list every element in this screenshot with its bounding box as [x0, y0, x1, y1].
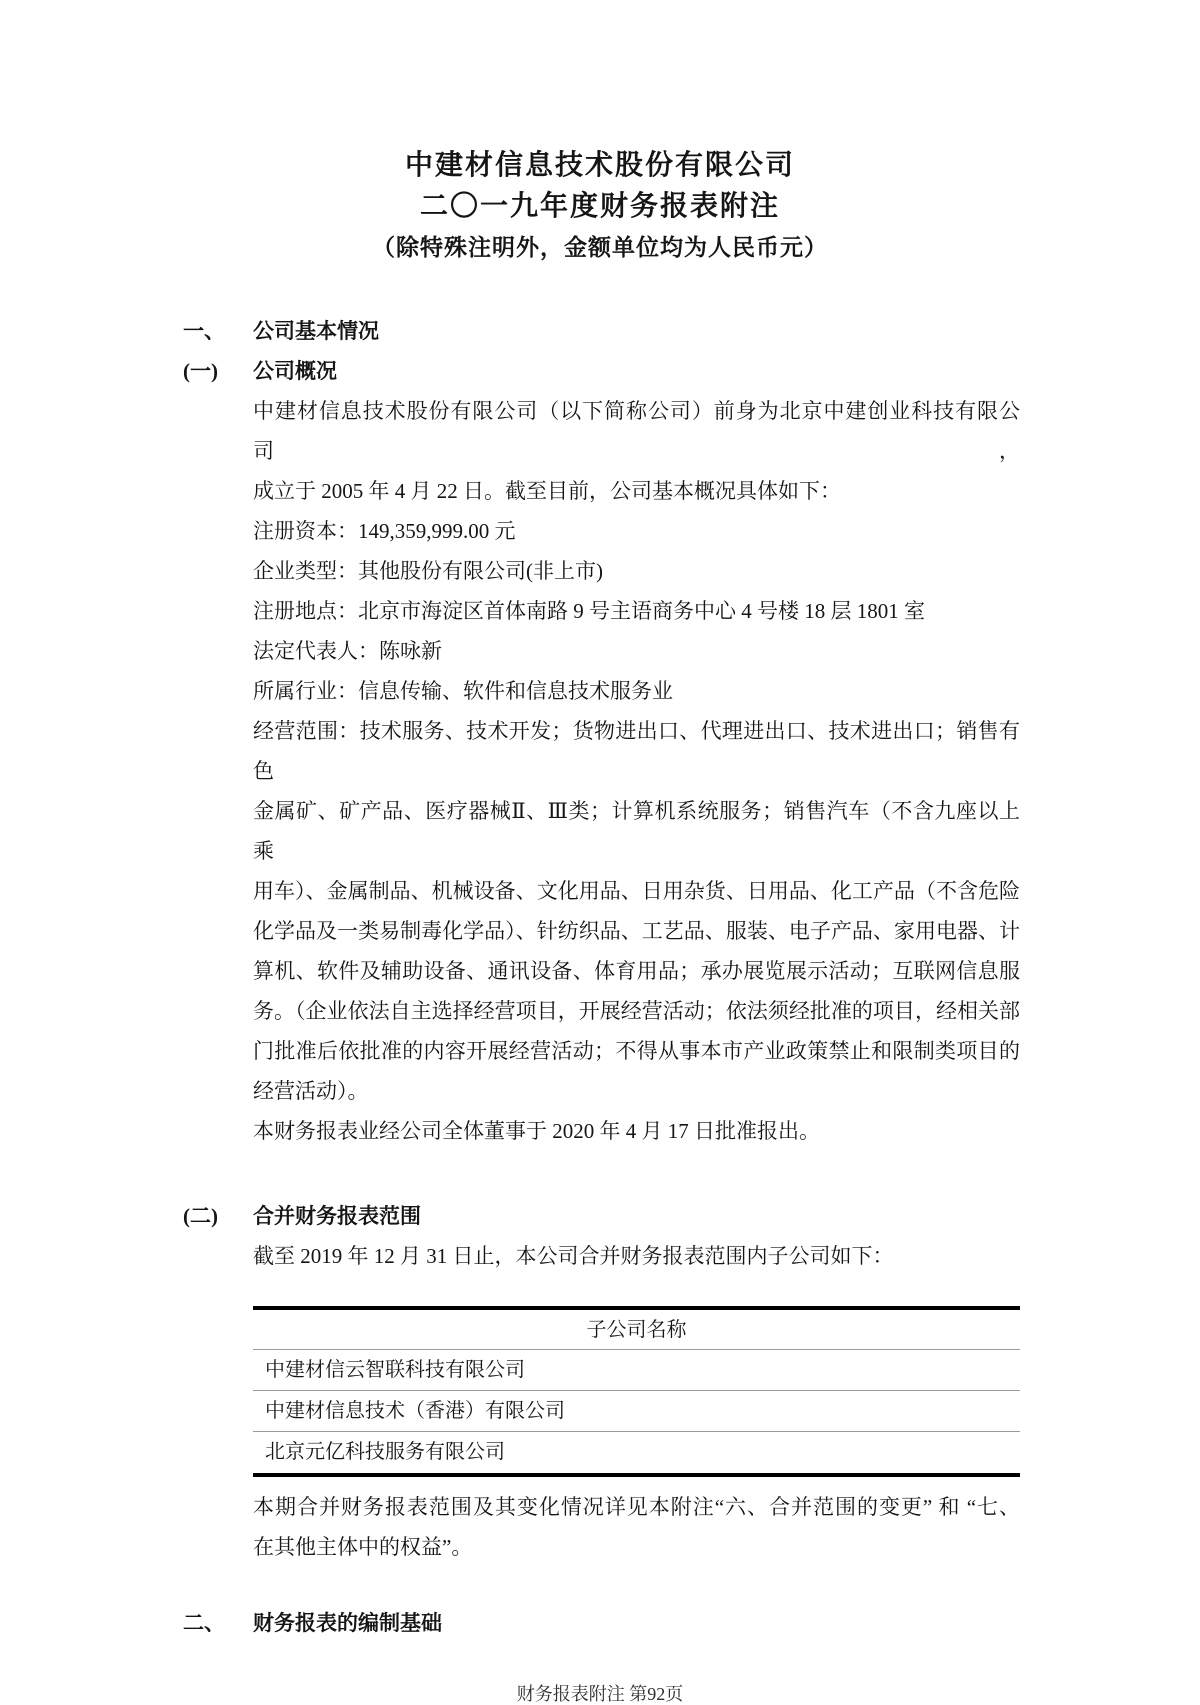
business-scope-line: 化学品及一类易制毒化学品）、针纺织品、工艺品、服装、电子产品、家用电器、计: [253, 919, 1020, 943]
overview-line: 中建材信息技术股份有限公司（以下简称公司）前身为北京中建创业科技有限公司，: [253, 399, 1020, 463]
scope-change-note-line: 在其他主体中的权益”。: [253, 1535, 473, 1559]
section-two-number: 二、: [183, 1611, 225, 1635]
subsection-one-heading: [183, 351, 1200, 391]
company-name-title: 中建材信息技术股份有限公司: [404, 150, 795, 181]
approval-statement-line: 本财务报表业经公司全体董事于 2020 年 4 月 17 日批准报出。: [253, 1119, 820, 1143]
business-scope-line: 经营活动）。: [253, 1079, 369, 1103]
table-row: 北京元亿科技服务有限公司: [265, 1441, 505, 1463]
legal-representative-line: 法定代表人：陈咏新: [253, 639, 442, 663]
section-two-title: 财务报表的编制基础: [253, 1611, 442, 1635]
business-scope-line: 务。（企业依法自主选择经营项目，开展经营活动；依法须经批准的项目，经相关部: [253, 999, 1020, 1023]
enterprise-type-line: 企业类型：其他股份有限公司(非上市): [253, 559, 603, 583]
subsection-one-number: (一): [183, 359, 218, 383]
section-one-title: 公司基本情况: [253, 319, 379, 343]
subsection-one-title: 公司概况: [253, 359, 337, 383]
table-row: 中建材信息技术（香港）有限公司: [253, 1391, 1020, 1432]
overview-line: 成立于 2005 年 4 月 22 日。截至目前，公司基本概况具体如下：: [253, 479, 841, 503]
section-one-number: 一、: [183, 319, 225, 343]
registered-capital-line: 注册资本：149,359,999.00 元: [253, 519, 516, 543]
business-scope-line: 经营范围：技术服务、技术开发；货物进出口、代理进出口、技术进出口；销售有色: [253, 719, 1020, 783]
section-one-heading: [183, 311, 1200, 351]
scope-change-note-line: 本期合并财务报表范围及其变化情况详见本附注“六、合并范围的变更” 和 “七、: [253, 1495, 1020, 1519]
table-row: 中建材信云智联科技有限公司: [253, 1350, 1020, 1391]
business-scope-line: 算机、软件及辅助设备、通讯设备、体育用品；承办展览展示活动；互联网信息服: [253, 959, 1020, 983]
title-block: [0, 0, 1200, 269]
consolidation-intro-line: 截至 2019 年 12 月 31 日止，本公司合并财务报表范围内子公司如下：: [253, 1244, 894, 1268]
report-title: 二〇一九年度财务报表附注: [419, 191, 780, 222]
section-two-heading: [183, 1603, 1200, 1643]
business-scope-line: 用车）、金属制品、机械设备、文化用品、日用杂货、日用品、化工产品（不含危险: [253, 879, 1020, 903]
subsection-two-title: 合并财务报表范围: [253, 1204, 421, 1228]
industry-line: 所属行业：信息传输、软件和信息技术服务业: [253, 679, 673, 703]
page-footer: 财务报表附注 第92页: [516, 1684, 684, 1704]
subsection-two-heading: [183, 1196, 1200, 1236]
currency-note: （除特殊注明外，金额单位均为人民币元）: [372, 235, 828, 260]
registered-address-line: 注册地点：北京市海淀区首体南路 9 号主语商务中心 4 号楼 18 层 1801 室: [253, 599, 925, 623]
subsidiaries-table-header: 子公司名称: [253, 1310, 1020, 1350]
subsidiaries-table: [253, 1306, 1020, 1477]
subsection-two-number: (二): [183, 1204, 218, 1228]
business-scope-line: 金属矿、矿产品、医疗器械Ⅱ、Ⅲ类；计算机系统服务；销售汽车（不含九座以上乘: [253, 799, 1020, 863]
business-scope-line: 门批准后依批准的内容开展经营活动；不得从事本市产业政策禁止和限制类项目的: [253, 1039, 1020, 1063]
